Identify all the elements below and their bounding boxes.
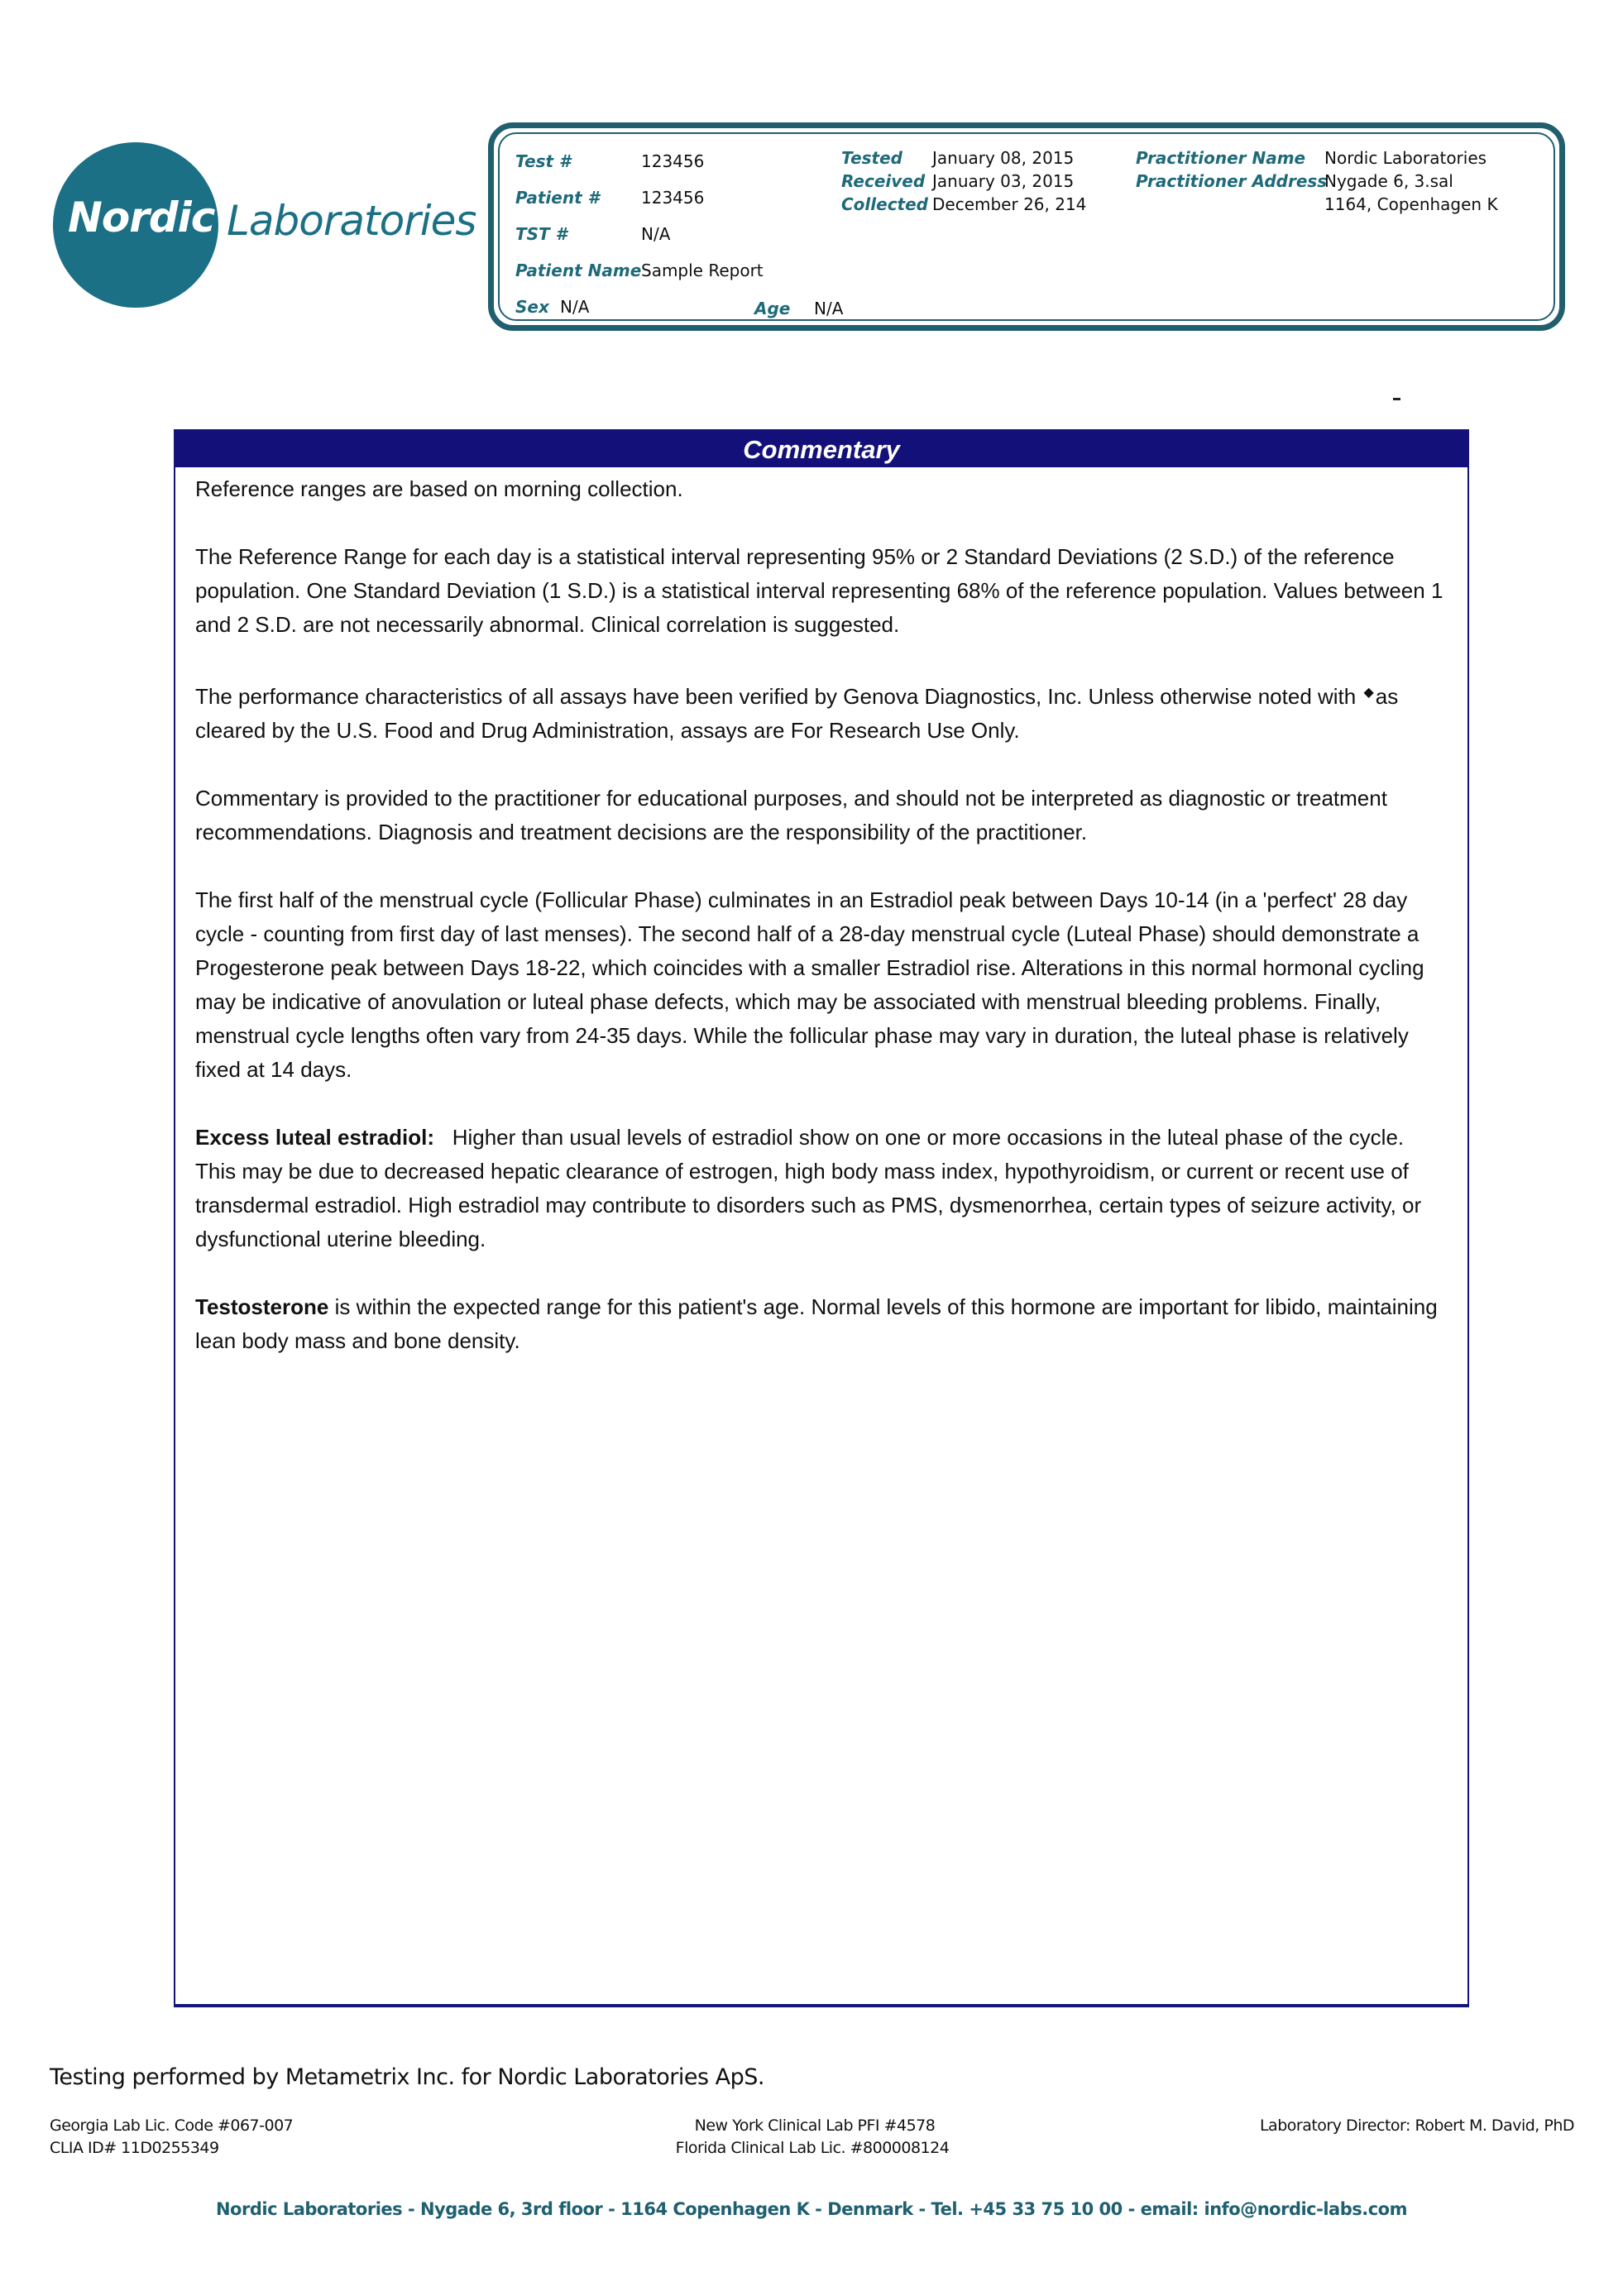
tested-value: January 08, 2015: [932, 148, 1075, 168]
florida-license: Florida Clinical Lab Lic. #800008124: [675, 2139, 950, 2157]
age-label: Age: [754, 299, 791, 318]
commentary-paragraph-testosterone: [195, 1290, 1449, 1358]
excess-luteal-estradiol-text: Higher than usual levels of estradiol show on one or more occasions in the luteal phase of the cycle. This may be due to decreased hepatic clearance of estrogen, high body mass index, hypothyroidism, or current or recent use of transdermal estradiol. High estradiol may contribute to disorders such as PMS, dysmenorrhea, certain types of seizure activity, or dysfunctional uterine bleeding.: [195, 1125, 1422, 1251]
received-value: January 03, 2015: [932, 171, 1075, 191]
test-number-value: 123456: [641, 151, 705, 171]
excess-luteal-estradiol-heading: Excess luteal estradiol:: [195, 1125, 435, 1150]
logo-text-nordic: Nordic: [68, 194, 215, 242]
commentary-paragraph-reference-range-sd: The Reference Range for each day is a statistical interval representing 95% or 2 Standard Deviations (2 S.D.) of the reference population. One Standard Deviation (1 S.D.) is a statistical interval representing 68% of the reference population. Values between 1 and 2 S.D. are not necessarily abnormal. Clinical correlation is suggested.: [195, 544, 1443, 637]
georgia-license: Georgia Lab Lic. Code #067-007: [50, 2117, 294, 2135]
patient-number-label: Patient #: [515, 188, 600, 208]
collected-value: December 26, 214: [932, 194, 1087, 214]
sex-label: Sex: [515, 297, 549, 317]
commentary-paragraph-reference-ranges: Reference ranges are based on morning collection.: [195, 476, 683, 501]
stray-mark: [1393, 398, 1400, 400]
commentary-panel: [174, 429, 1469, 2007]
practitioner-address-line2: 1164, Copenhagen K: [1324, 194, 1498, 214]
sex-value: N/A: [560, 297, 590, 317]
patient-number-value: 123456: [641, 188, 705, 208]
diamond-icon: ◆: [1363, 686, 1374, 700]
logo-text-laboratories: Laboratories: [227, 197, 476, 245]
tst-number-label: TST #: [515, 224, 567, 244]
commentary-paragraph-assay-performance: [195, 676, 1449, 748]
nordic-laboratories-logo: [53, 142, 549, 308]
footer-contact-line: Nordic Laboratories - Nygade 6, 3rd floor - 1164 Copenhagen K - Denmark - Tel. +45 33 75 10 00 - email: info@nordic-labs.com: [215, 2199, 1407, 2219]
patient-name-label: Patient Name: [515, 261, 642, 280]
clia-id: CLIA ID# 11D0255349: [50, 2139, 219, 2157]
commentary-paragraph-excess-luteal-estradiol: [195, 1121, 1449, 1256]
practitioner-address-line1: Nygade 6, 3.sal: [1324, 171, 1453, 191]
age-value: N/A: [814, 299, 844, 318]
tst-number-value: N/A: [641, 224, 671, 244]
practitioner-name-label: Practitioner Name: [1136, 148, 1306, 168]
patient-info-box: [488, 122, 1565, 331]
testosterone-text: is within the expected range for this patient's age. Normal levels of this hormone are important for libido, maintaining lean body mass and bone density.: [195, 1294, 1438, 1353]
commentary-paragraph-educational-purpose: Commentary is provided to the practitioner for educational purposes, and should not be interpreted as diagnostic or treatment recommendations. Diagnosis and treatment decisions are the responsibility of the practitioner.: [195, 786, 1387, 844]
new-york-license: New York Clinical Lab PFI #4578: [694, 2117, 936, 2135]
patient-name-value: Sample Report: [641, 261, 764, 280]
commentary-paragraph-menstrual-cycle: The first half of the menstrual cycle (Follicular Phase) culminates in an Estradiol peak between Days 10-14 (in a 'perfect' 28 day cycle - counting from first day of last menses). The second half of a 28-day menstrual cycle (Luteal Phase) should demonstrate a Progesterone peak between Days 18-22, which coincides with a smaller Estradiol rise. Alterations in this normal hormonal cycling may be indicative of anovulation or luteal phase defects, which may be associated with menstrual bleeding problems. Finally, menstrual cycle lengths often vary from 24-35 days. While the follicular phase may vary in duration, the luteal phase is relatively fixed at 14 days.: [195, 887, 1424, 1082]
commentary-title: Commentary: [175, 431, 1467, 467]
commentary-body: [175, 467, 1467, 1358]
practitioner-name-value: Nordic Laboratories: [1324, 148, 1487, 168]
footer-testing-statement: Testing performed by Metametrix Inc. for Nordic Laboratories ApS.: [50, 2064, 764, 2090]
assay-text-part2: as cleared by the U.S. Food and Drug Administration, assays are For Research Use Only.: [195, 684, 1399, 743]
test-number-label: Test #: [515, 151, 571, 171]
collected-label: Collected: [841, 194, 928, 214]
practitioner-address-label: Practitioner Address: [1136, 171, 1328, 191]
laboratory-director: Laboratory Director: Robert M. David, PhD: [1259, 2117, 1574, 2135]
assay-text-part1: The performance characteristics of all assays have been verified by Genova Diagnostics, Inc. Unless otherwise noted with: [195, 684, 1357, 709]
received-label: Received: [841, 171, 926, 191]
tested-label: Tested: [841, 148, 902, 168]
testosterone-heading: Testosterone: [195, 1294, 329, 1319]
